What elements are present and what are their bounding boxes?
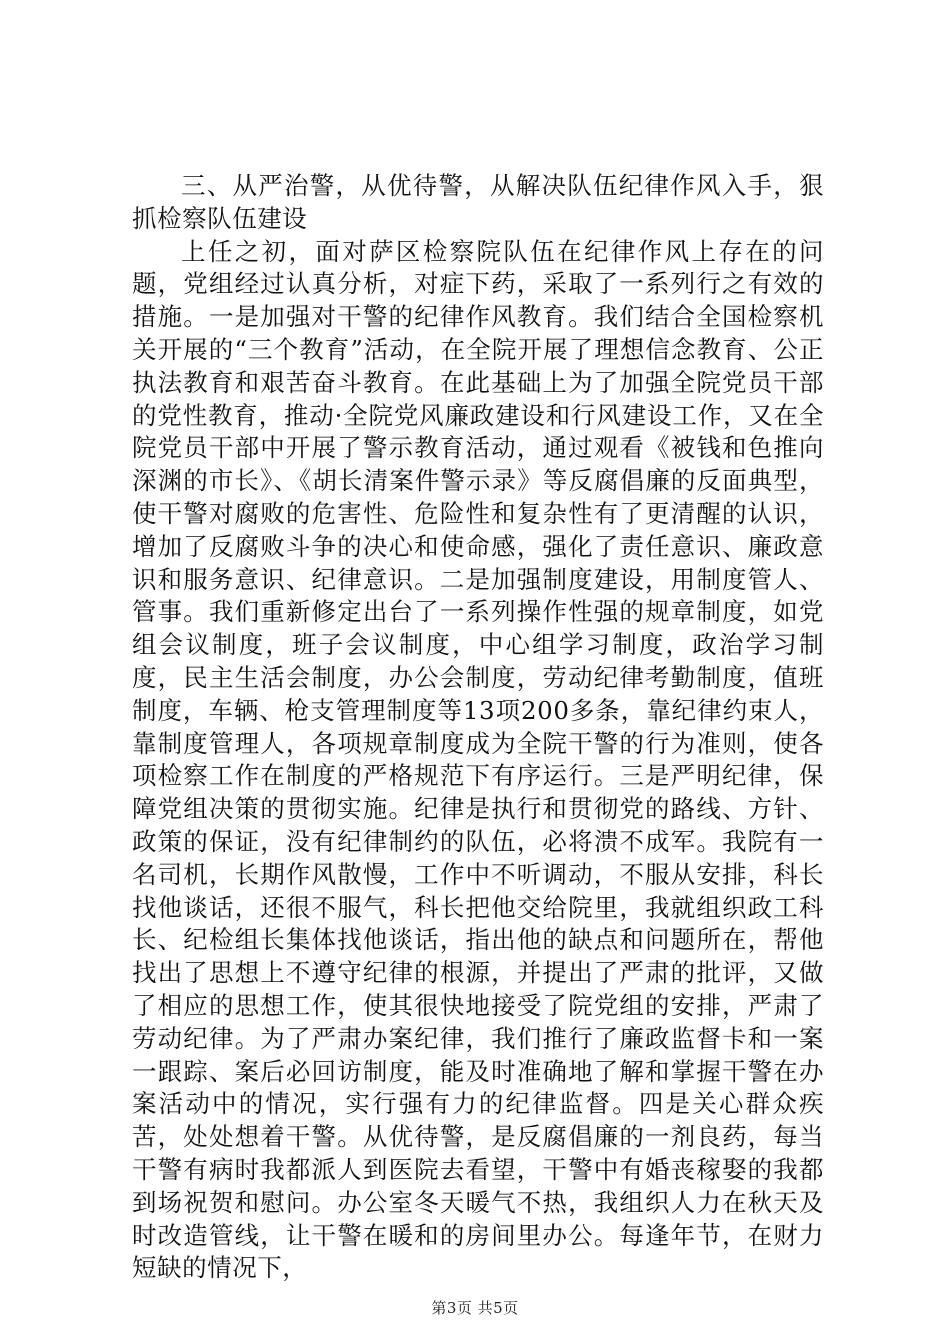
- page-number-footer: 第3页 共5页: [431, 1299, 519, 1317]
- document-body: [132, 170, 824, 1285]
- body-paragraph: 上任之初，面对萨区检察院队伍在纪律作风上存在的问题，党组经过认真分析，对症下药，采取了一系列行之有效的措施。一是加强对干警的纪律作风教育。我们结合全国检察机关开展的“三个教育”活动，在全院开展了理想信念教育、公正执法教育和艰苦奋斗教育。在此基础上为了加强全院党员干部的党性教育，推动·全院党风廉政建设和行风建设工作，又在全院党员干部中开展了警示教育活动，通过观看《被钱和色推向深渊的市长》、《胡长清案件警示录》等反腐倡廉的反面典型，使干警对腐败的危害性、危险性和复杂性有了更清醒的认识，增加了反腐败斗争的决心和使命感，强化了责任意识、廉政意识和服务意识、纪律意识。二是加强制度建设，用制度管人、管事。我们重新修定出台了一系列操作性强的规章制度，如党组会议制度，班子会议制度，中心组学习制度，政治学习制度，民主生活会制度，办公会制度，劳动纪律考勤制度，值班制度，车辆、枪支管理制度等13项200多条，靠纪律约束人，靠制度管理人，各项规章制度成为全院干警的行为准则，使各项检察工作在制度的严格规范下有序运行。三是严明纪律，保障党组决策的贯彻实施。纪律是执行和贯彻党的路线、方针、政策的保证，没有纪律制约的队伍，必将溃不成军。我院有一名司机，长期作风散慢，工作中不听调动，不服从安排，科长找他谈话，还很不服气，科长把他交给院里，我就组织政工科长、纪检组长集体找他谈话，指出他的缺点和问题所在，帮他找出了思想上不遵守纪律的根源，并提出了严肃的批评，又做了相应的思想工作，使其很快地接受了院党组的安排，严肃了劳动纪律。为了严肃办案纪律，我们推行了廉政监督卡和一案一跟踪、案后必回访制度，能及时准确地了解和掌握干警在办案活动中的情况，实行强有力的纪律监督。四是关心群众疾苦，处处想着干警。从优待警，是反腐倡廉的一剂良药，每当干警有病时我都派人到医院去看望，干警中有婚丧稼娶的我都到场祝贺和慰问。办公室冬天暖气不热，我组织人力在秋天及时改造管线，让干警在暖和的房间里办公。每逢年节，在财力短缺的情况下，: [132, 236, 824, 1283]
- section-heading: 三、从严治警，从优待警，从解决队伍纪律作风入手，狠抓检察队伍建设: [132, 171, 824, 233]
